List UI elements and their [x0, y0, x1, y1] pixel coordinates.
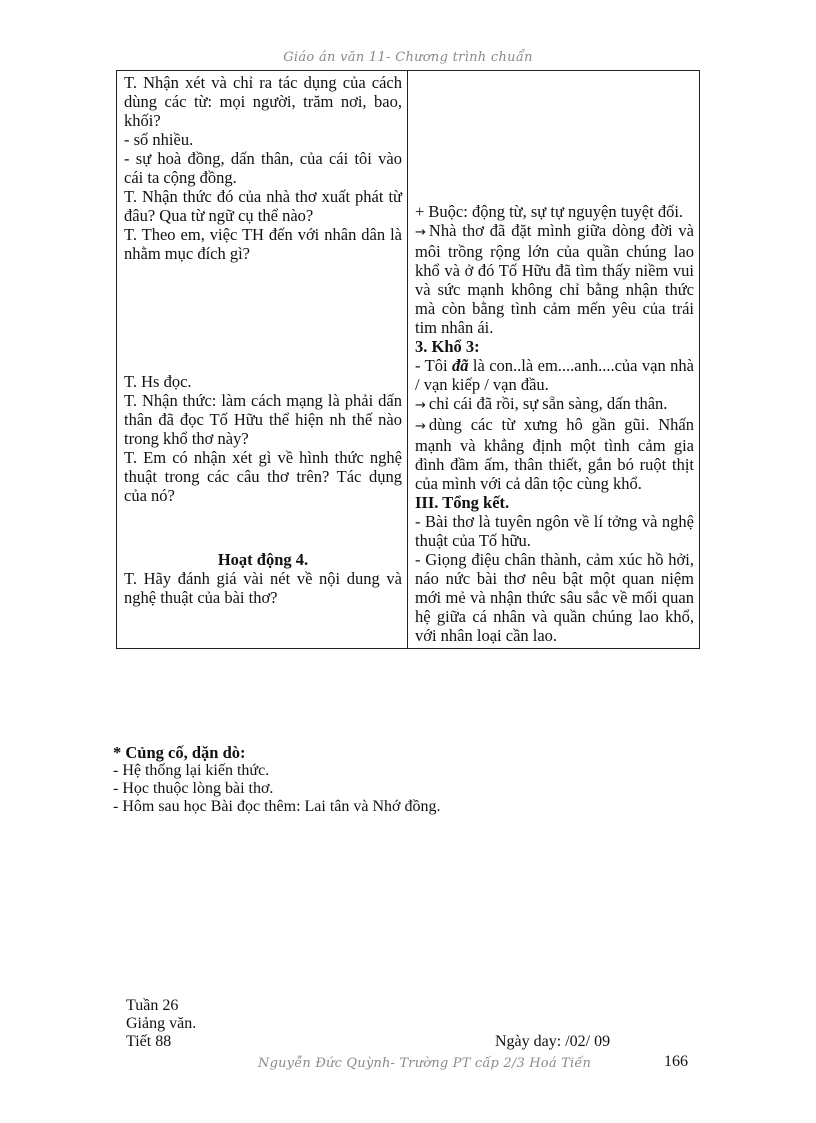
arrow-right-icon: →: [415, 419, 426, 434]
spacer: [124, 505, 402, 550]
spacer: [415, 73, 694, 202]
instruction-line: T. Hs đọc.: [124, 372, 192, 391]
content-paragraph: - Giọng điệu chân thành, cảm xúc hồ hởi, náo nức bài thơ nêu bật một quan niệm mới mẻ và nhận thức sâu sắc về mối quan hệ giữa cá nhân và quần chúng lao khổ, với nhân loại cần lao.: [415, 550, 694, 645]
content-line: + Buộc: động từ, sự tự nguyện tuyệt đối.: [415, 202, 684, 221]
summary-item: - Hôm sau học Bài đọc thêm: Lai tân và Nhớ đồng.: [113, 798, 441, 815]
question-paragraph: T. Hãy đánh giá vài nét về nội dung và nghệ thuật của bài thơ?: [124, 569, 402, 607]
teacher-activity-column: [117, 71, 408, 649]
table-row: [117, 71, 700, 649]
summary-item: - Hệ thống lại kiến thức.: [113, 762, 270, 779]
content-text: - Tôi: [415, 356, 452, 375]
content-paragraph: - Bài thơ là tuyên ngôn về lí tởng và nghệ thuật của Tố hữu.: [415, 512, 694, 550]
arrow-right-icon: →: [415, 225, 426, 240]
arrow-right-icon: →: [415, 398, 426, 413]
lesson-table: [116, 70, 700, 649]
date-label: Ngày day: /02/ 09: [495, 1033, 611, 1050]
question-paragraph: T. Nhận xét và chỉ ra tác dụng của cách dùng các từ: mọi người, trăm nơi, bao, khối?: [124, 73, 402, 130]
question-paragraph: T. Theo em, việc TH đến với nhân dân là nhằm mục đích gì?: [124, 225, 402, 263]
summary-section: [113, 744, 713, 816]
content-text: Nhà thơ đã đặt mình giữa dòng đời và môi trồng rộng lớn của quần chúng lao khổ và ở đó Tố Hữu đã tìm thấy niềm vui và sức mạnh không chỉ bằng nhận thức mà còn bằng tình cảm mến yêu của trái tim nhân ái.: [415, 221, 694, 337]
section-title-kho-3: 3. Khổ 3:: [415, 337, 480, 356]
summary-title: * Củng cố, dặn dò:: [113, 743, 246, 762]
section-title-tong-ket: III. Tổng kết.: [415, 493, 510, 512]
content-text: chỉ cái đã rồi, sự sẵn sàng, dấn thân.: [428, 394, 668, 413]
question-paragraph: T. Nhận thức: làm cách mạng là phải dấn thân đã đọc Tố Hữu thể hiện nh thế nào trong khổ thơ này?: [124, 391, 402, 448]
summary-item: - Học thuộc lòng bài thơ.: [113, 780, 274, 797]
answer-line: - sự hoà đồng, dấn thân, của cái tôi vào cái ta cộng đồng.: [124, 149, 402, 187]
week-label: Tuần 26: [126, 997, 179, 1014]
content-paragraph: [415, 221, 694, 337]
content-paragraph: [415, 394, 694, 415]
subject-label: Giảng văn.: [126, 1015, 197, 1032]
question-paragraph: T. Em có nhận xét gì về hình thức nghệ thuật trong các câu thơ trên? Tác dụng của nó?: [124, 448, 402, 505]
answer-line: - số nhiều.: [124, 130, 194, 149]
page-footer: Nguyễn Đức Quỳnh- Trường PT cấp 2/3 Hoá Tiến: [258, 1056, 592, 1071]
content-text: là con..là em....anh....của vạn nhà / vạn kiếp / vạn đầu.: [415, 356, 694, 394]
content-column: [408, 71, 700, 649]
question-paragraph: T. Nhận thức đó của nhà thơ xuất phát từ đâu? Qua từ ngữ cụ thể nào?: [124, 187, 402, 225]
content-paragraph: [415, 415, 694, 493]
page-header: Giáo án văn 11- Chương trình chuẩn: [283, 50, 533, 65]
page-number: 166: [664, 1053, 688, 1070]
spacer: [124, 263, 402, 372]
lesson-meta: [126, 997, 196, 1051]
content-text: dùng các từ xưng hô gần gũi. Nhấn mạnh và khẳng định một tình cảm gia đình đầm ấm, thân thiết, gắn bó ruột thịt của mình với cả dân tộc cùng khổ.: [415, 415, 694, 493]
activity-title: Hoạt động 4.: [217, 550, 309, 569]
period-label: Tiết 88: [126, 1033, 172, 1050]
emphasis-word: đã: [451, 356, 469, 375]
content-paragraph: [415, 356, 694, 394]
